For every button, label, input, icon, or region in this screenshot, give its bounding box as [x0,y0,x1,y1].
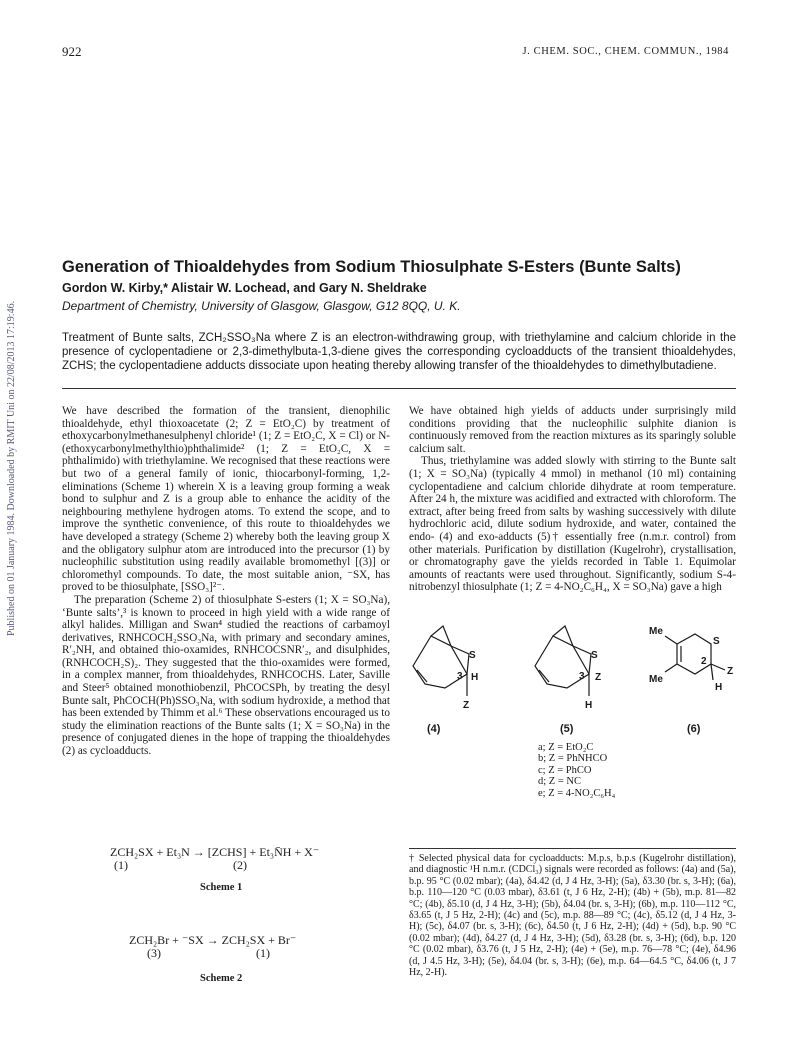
right-column [409,405,736,594]
substituent-list [538,742,615,799]
atom-label: Me [649,674,663,685]
download-notice-sidebar [6,246,18,636]
atom-label: Z [463,700,470,711]
article-title: Generation of Thioaldehydes from Sodium Thiosulphate S-Esters (Bunte Salts) [62,258,681,276]
compound-label-4: (4) [427,723,441,735]
atom-label: S [469,650,476,661]
scheme2-caption: Scheme 2 [200,973,243,984]
scheme1-caption: Scheme 1 [200,882,243,893]
paragraph: Thus, triethylamine was added slowly with stirring to the Bunte salt (1; X = SO₃Na) (typically 4 mmol) in methanol (10 ml) containing cyclopentadiene and calcium chloride dihydrate at room temperature. After 24 h, the mixture was acidified and extracted with chloroform. The extract, after being freed from salts by washing successively with dilute hydrochloric acid, dilute sodium hydroxide, and water, contained the endo- (4) and exo-adducts (5)† essentially free (n.m.r. control) from other materials. Purification by distillation (Kugelrohr), crystallisation, or chromatography gave the yields recorded in Table 1. Equimolar amounts of reactants were used throughout. Significantly, sodium S-4-nitrobenzyl thiosulphate (1; Z = 4-NO₂C₆H₄, X = SO₃Na) gave a high [409,455,736,594]
article-affiliation: Department of Chemistry, University of Glasgow, Glasgow, G12 8QQ, U. K. [62,299,461,313]
compound-label-6: (6) [687,723,701,735]
atom-label: 2 [701,656,707,667]
atom-label: 3 [579,671,585,682]
paragraph: We have obtained high yields of adducts under surprisingly mild conditions providing that the nucleophilic sulphite dianion is continuously removed from the reaction mixtures as its sparingly soluble calcium salt. [409,405,736,455]
article-abstract: Treatment of Bunte salts, ZCH₂SSO₃Na where Z is an electron-withdrawing group, with triethylamine and calcium chloride in the presence of cyclopentadiene or 2,3-dimethylbuta-1,3-diene gives the corresponding cycloadducts of the transient thioaldehydes, ZCHS; the cyclopentadiene adducts dissociate upon heating thereby allowing transfer of the thioaldehydes to dimethylbutadiene. [62,332,736,372]
scheme1-equation: ZCH₂SX + Et₃N → [ZCHS] + Et₃N̄H + X⁻ [110,845,320,859]
atom-label: S [591,650,598,661]
journal-header: J. CHEM. SOC., CHEM. COMMUN., 1984 [522,46,729,57]
download-notice-text[interactable]: Published on 01 January 1984. Downloaded by RMIT Uni on 22/08/2013 17:19:46. [6,300,17,636]
atom-label: Z [595,672,602,683]
substituent-item: d; Z = NC [538,776,581,788]
atom-label: H [715,682,723,693]
substituent-item: b; Z = PhNHCO [538,753,608,765]
paragraph: The preparation (Scheme 2) of thiosulphate S-esters (1; X = SO₃Na), ‘Bunte salts’,³ is known to proceed in high yield with a wide range of alkyl halides. Milligan and Swan⁴ studied the reactions of carbamoyl derivatives, RNHCOCH₂SSO₃Na, with primary and secondary amines, R′₂NH, and obtained thio-oxamides, RNHCOCSNR′₂, and disulphides, (RNHCOCH₂S)₂. They suggested that the thio-oxamides were formed, in a complex manner, from thioaldehydes, RNHCOCHS. Later, Saville and Steer⁵ obtained monothiobenzil, PhCOCSPh, by treating the desyl Bunte salt, PhCOCH(Ph)SSO₃Na, with sodium hydroxide, a method that has been extended by Thimm et al.⁶ These observations encouraged us to study the elimination reactions of the Bunte salts (1; X = SO₃Na) in the presence of conjugated dienes in the hope of trapping the thioaldehydes (2) as cycloadducts. [62,593,390,758]
atom-label: Me [649,626,663,637]
atom-label: H [471,672,479,683]
article-authors: Gordon W. Kirby,* Alistair W. Lochead, and Gary N. Sheldrake [62,281,427,295]
page-number: 922 [62,44,82,59]
scheme1-label-2: (2) [233,858,247,872]
substituent-item: c; Z = PhCO [538,764,592,776]
footnote: † Selected physical data for cycloadducts: M.p.s, b.p.s (Kugelrohr distillation), and diagnostic ¹H n.m.r. (CDCl₃) signals were recorded as follows: (4a) and (5a), b.p. 95 °C (0.02 mbar); (4a), δ4.42 (d, J 4 Hz, 3-H); (5a), δ3.30 (br. s, 3-H); (6a), b.p. 110—120 °C (0.03 mbar), δ3.61 (t, J 6 Hz, 2-H); (4b) + (5b), m.p. 81—82 °C; (4b), δ5.10 (d, J 4 Hz, 3-H); (5b), δ4.04 (br. s, 3-H); (6b), m.p. 110—112 °C, δ3.65 (t, J 5 Hz, 2-H); (4c) and (5c), m.p. 88—89 °C; (4c), δ5.12 (d, J 4 Hz, 3-H); (5c), δ4.07 (br. s, 3-H); (6c), δ4.50 (t, J 6 Hz, 2-H); (4d) + (5d), b.p. 90 °C (0.02 mbar); (4d), δ4.27 (d, J 4 Hz, 3-H); (5d), δ3.28 (br. s, 3-H); (6d), b.p. 120 °C (0.02 mbar), δ3.76 (t, J 5 Hz, 2-H); (4e) + (5e), m.p. 76—78 °C; (4e), δ4.96 (d, J 4.5 Hz, 3-H); (5e), δ4.04 (br. s, 3-H); (6e), m.p. 64—64.5 °C, δ4.06 (t, J 7 Hz, 2-H). [409,853,736,979]
compound-label-5: (5) [560,723,574,735]
atom-label: H [585,700,593,711]
paragraph: We have described the formation of the transient, dienophilic thioaldehyde, ethyl thioxoacetate (2; Z = EtO₂C) by treatment of ethoxycarbonylmethanesulphenyl chloride¹ (1; Z = EtO₂C, X = Cl) or N-(ethoxycarbonylmethylthio)phthalimide² (1; Z = EtO₂C, X = phthalimido) with triethylamine. We recognised that these reactions were but two of a general family of ionic, thiocarbonyl-forming, 1,2-eliminations (Scheme 1) wherein X is a leaving group forming a weak bond to sulphur and Z is a group able to enhance the acidity of the neighbouring methylene hydrogen atoms. To extend the scope, and to improve the synthetic convenience, of this route to thioaldehydes we have developed a strategy (Scheme 2) whereby both the leaving group X and the obligatory sulphur atom are introduced into the precursor (1) by nucleophilic substitution using readily available bromomethyl [(3)] or chloromethyl compounds. To date, the most suitable anion, ⁻SX, has proved to be thiosulphate, [SSO₃]²⁻. [62,405,390,594]
scheme2-equation: ZCH₂Br + ⁻SX → ZCH₂SX + Br⁻ [129,933,297,947]
footnote-divider [409,848,736,849]
scheme2-label-1: (1) [256,946,270,960]
atom-label: Z [727,666,734,677]
abstract-divider [62,388,736,389]
scheme2-label-3: (3) [147,946,161,960]
left-column [62,405,390,758]
substituent-item: a; Z = EtO₂C [538,742,594,753]
atom-label: 3 [457,671,463,682]
scheme1-label-1: (1) [114,858,128,872]
atom-label: S [713,636,720,647]
substituent-item: e; Z = 4-NO₂C₆H₄ [538,787,616,799]
